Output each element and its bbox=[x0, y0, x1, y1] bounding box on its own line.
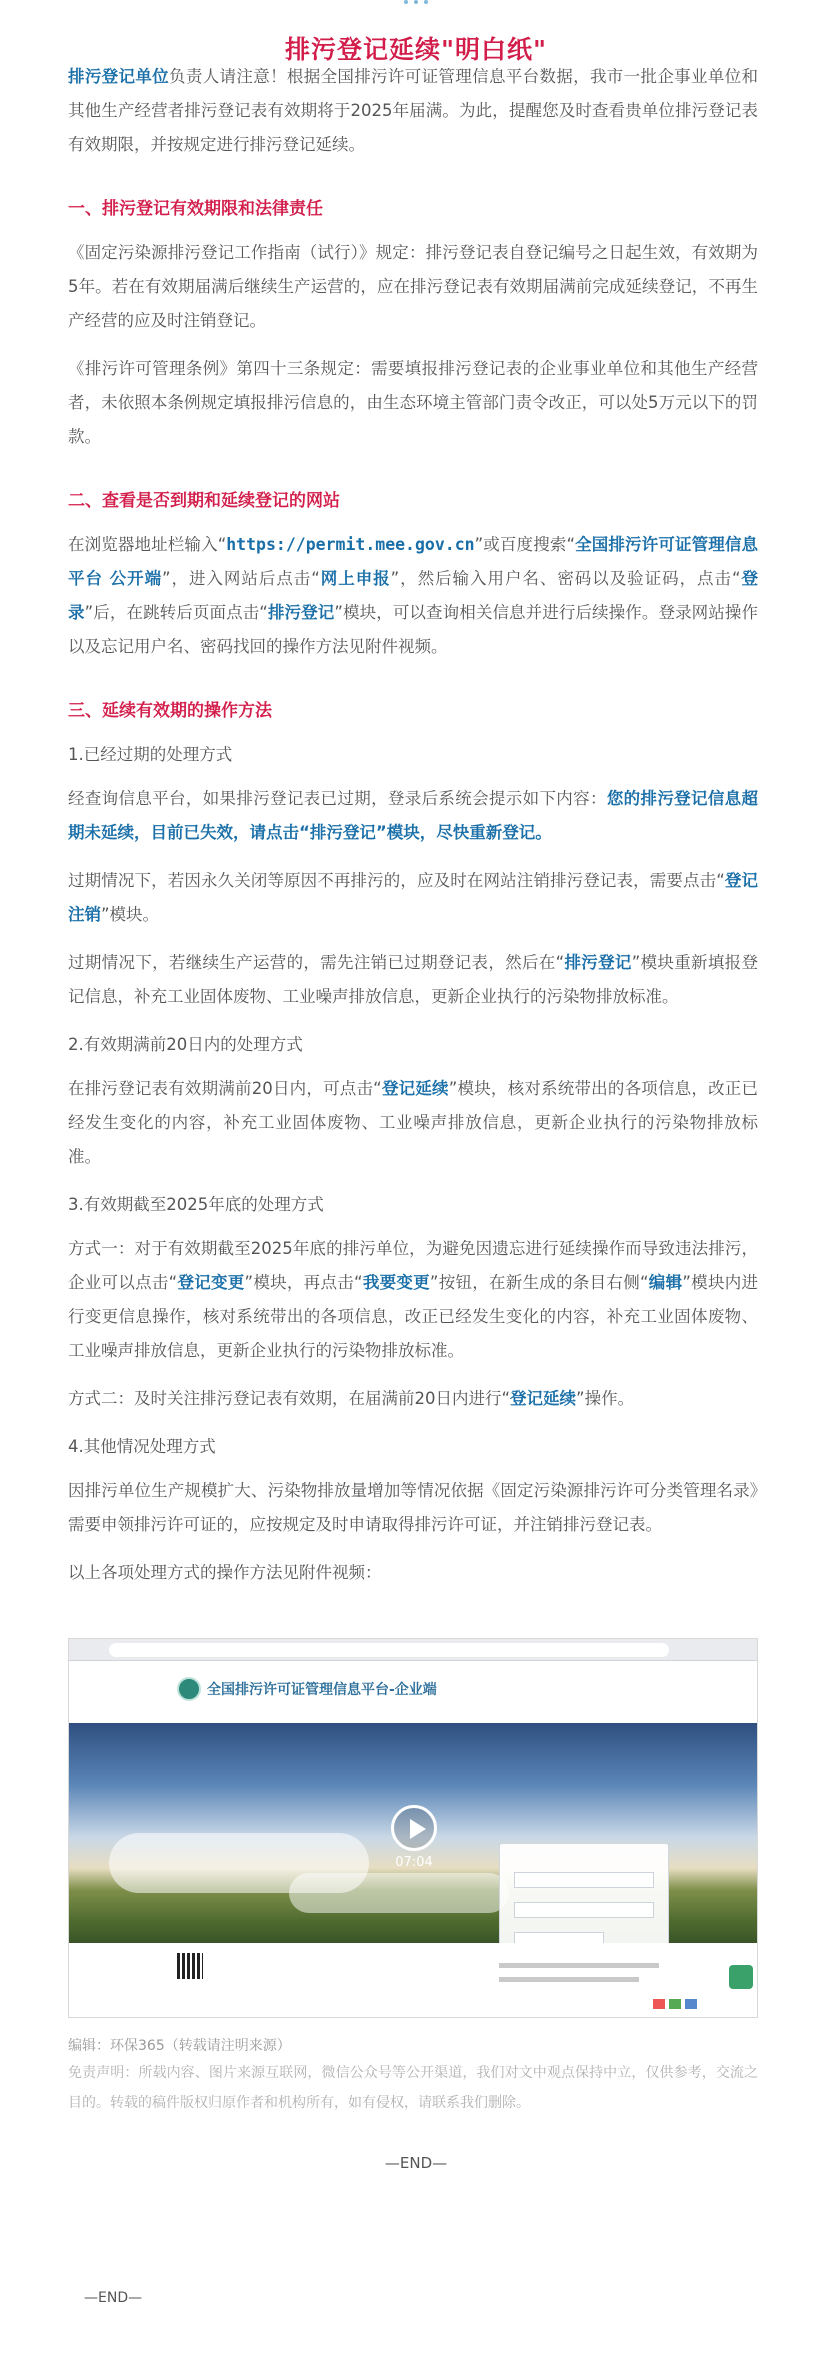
footer-text-line bbox=[499, 1977, 639, 1982]
tray-icons bbox=[653, 1999, 753, 2009]
permit-url-link[interactable]: https://permit.mee.gov.cn bbox=[226, 535, 475, 554]
subsection-1-title: 1.已经过期的处理方式 bbox=[68, 745, 233, 764]
video-duration: 07:04 bbox=[395, 1855, 433, 1870]
s3-1-3a: 过期情况下，若继续生产运营的，需先注销已过期登记表，然后在“ bbox=[68, 953, 565, 972]
deregister-label: 登记注销 bbox=[68, 871, 758, 924]
s3-1-3b: ”模块重新填报登记信息，补充工业固体废物、工业噪声排放信息，更新企业执行的污染物排放标准。 bbox=[68, 953, 758, 1006]
subsection-3-title: 3.有效期截至2025年底的处理方式 bbox=[68, 1195, 324, 1214]
intro-paragraph bbox=[68, 60, 758, 162]
intro-lead: 排污登记单位 bbox=[68, 67, 170, 86]
s3-3b: ”模块，再点击“ bbox=[244, 1273, 363, 1292]
subsection-1-paragraph-3 bbox=[68, 946, 758, 1014]
subsection-1-paragraph-1 bbox=[68, 782, 758, 850]
renewal-label-2: 登记延续 bbox=[510, 1389, 577, 1408]
subsection-2-paragraph bbox=[68, 1072, 758, 1174]
footer-text-line bbox=[499, 1963, 659, 1968]
s3-2b: ”模块，核对系统带出的各项信息，改正已经发生变化的内容，补充工业固体废物、工业噪声排放信息，更新企业执行的污染物排放标准。 bbox=[68, 1079, 758, 1166]
end-mark: —END— bbox=[384, 2154, 448, 2172]
cloud-shape bbox=[289, 1873, 509, 1913]
s2-text-6: ”模块，可以查询相关信息并进行后续操作。登录网站操作以及忘记用户名、密码找回的操作方法见附件视频。 bbox=[68, 603, 758, 656]
subsection-4-title: 4.其他情况处理方式 bbox=[68, 1437, 216, 1456]
username-field-preview bbox=[514, 1872, 654, 1888]
subsection-2-title: 2.有效期满前20日内的处理方式 bbox=[68, 1035, 303, 1054]
online-declaration-label: 网上申报 bbox=[319, 569, 391, 588]
s2-text-1: 在浏览器地址栏输入“ bbox=[68, 535, 227, 554]
i-want-change-label: 我要变更 bbox=[362, 1273, 430, 1292]
expired-notice: 您的排污登记信息超期未延续，目前已失效，请点击“排污登记”模块，尽快重新登记。 bbox=[68, 789, 759, 842]
login-label: 登录 bbox=[68, 569, 758, 622]
register-label-2: 排污登记 bbox=[564, 953, 632, 972]
article-body bbox=[68, 60, 758, 1590]
s2-text-3: ”，进入网站后点击“ bbox=[162, 569, 320, 588]
s3-3c: ”按钮，在新生成的条目右侧“ bbox=[429, 1273, 649, 1292]
browser-address-bar bbox=[109, 1643, 669, 1657]
disclaimer: 免责声明：所载内容、图片来源互联网，微信公众号等公开渠道，我们对文中观点保持中立，仅供参考，交流之目的。转载的稿件版权归原作者和机构所有，如有侵权，请联系我们删除。 bbox=[68, 2065, 758, 2111]
subsection-4-paragraph: 因排污单位生产规模扩大、污染物排放量增加等情况依据《固定污染源排污许可分类管理名录》需要申领排污许可证的，应按规定及时申请取得排污许可证，并注销排污登记表。 bbox=[68, 1481, 758, 1534]
video-player[interactable] bbox=[68, 1638, 758, 2018]
s2-text-4: ”，然后输入用户名、密码以及验证码，点击“ bbox=[390, 569, 741, 588]
s2-text-5: ”后，在跳转后页面点击“ bbox=[84, 603, 268, 622]
s3-1-2b: ”模块。 bbox=[101, 905, 160, 924]
register-label: 排污登记 bbox=[267, 603, 335, 622]
browser-bar bbox=[69, 1639, 758, 1661]
s3-3f: ”操作。 bbox=[576, 1389, 635, 1408]
section2-paragraph bbox=[68, 528, 758, 664]
s3-3d: ”模块内进行变更信息操作，核对系统带出的各项信息，改正已经发生变化的内容，补充工业固体废物、工业噪声排放信息，更新企业执行的污染物排放标准。 bbox=[68, 1273, 758, 1360]
video-site-title: 全国排污许可证管理信息平台-企业端 bbox=[207, 1682, 437, 1698]
s3-2a: 在排污登记表有效期满前20日内，可点击“ bbox=[68, 1079, 382, 1098]
end-mark-footer: —END— bbox=[84, 2290, 143, 2306]
renewal-label: 登记延续 bbox=[381, 1079, 449, 1098]
intro-text: 负责人请注意！根据全国排污许可证管理信息平台数据，我市一批企事业单位和其他生产经营者排污登记表有效期将于2025年届满。为此，提醒您及时查看贵单位排污登记表有效期限，并按规定进行排污登记延续。 bbox=[68, 67, 759, 154]
change-label: 登记变更 bbox=[177, 1273, 245, 1292]
top-decoration-icon bbox=[398, 0, 434, 6]
subsection-3-paragraph-1 bbox=[68, 1232, 758, 1368]
article-title: 排污登记延续"明白纸" bbox=[284, 35, 548, 64]
chat-widget-icon bbox=[729, 1965, 753, 1989]
s3-1-2a: 过期情况下，若因永久关闭等原因不再排污的，应及时在网站注销排污登记表，需要点击“ bbox=[68, 871, 725, 890]
section1-heading: 一、排污登记有效期限和法律责任 bbox=[68, 199, 323, 219]
subsection-3-paragraph-2 bbox=[68, 1382, 758, 1416]
section3-heading: 三、延续有效期的操作方法 bbox=[68, 701, 272, 721]
attachment-note: 以上各项处理方式的操作方法见附件视频： bbox=[68, 1563, 382, 1582]
s3-3e: 方式二：及时关注排污登记表有效期，在届满前20日内进行“ bbox=[68, 1389, 511, 1408]
subsection-1-paragraph-2 bbox=[68, 864, 758, 932]
s2-text-2: ”或百度搜索“ bbox=[474, 535, 576, 554]
play-icon[interactable] bbox=[391, 1805, 437, 1851]
edit-label: 编辑 bbox=[648, 1273, 683, 1292]
emblem-icon bbox=[177, 1677, 201, 1701]
s3-3a: 方式一：对于有效期截至2025年底的排污单位，为避免因遗忘进行延续操作而导致违法排污，企业可以点击“ bbox=[68, 1239, 758, 1292]
section1-paragraph-1: 《固定污染源排污登记工作指南（试行）》规定：排污登记表自登记编号之日起生效，有效期为5年。若在有效期届满后继续生产运营的，应在排污登记表有效期届满前完成延续登记，不再生产经营的应及时注销登记。 bbox=[68, 243, 758, 330]
qr-code-icon bbox=[177, 1953, 203, 1979]
section1-paragraph-2: 《排污许可管理条例》第四十三条规定：需要填报排污登记表的企业事业单位和其他生产经营者，未依照本条例规定填报排污信息的，由生态环境主管部门责令改正，可以处5万元以下的罚款。 bbox=[68, 359, 758, 446]
s3-1-text: 经查询信息平台，如果排污登记表已过期，登录后系统会提示如下内容： bbox=[68, 789, 607, 808]
section2-heading: 二、查看是否到期和延续登记的网站 bbox=[68, 491, 340, 511]
platform-name: 全国排污许可证管理信息平台 公开端 bbox=[68, 535, 758, 588]
editor-credit: 编辑：环保365（转载请注明来源） bbox=[68, 2038, 291, 2054]
password-field-preview bbox=[514, 1902, 654, 1918]
